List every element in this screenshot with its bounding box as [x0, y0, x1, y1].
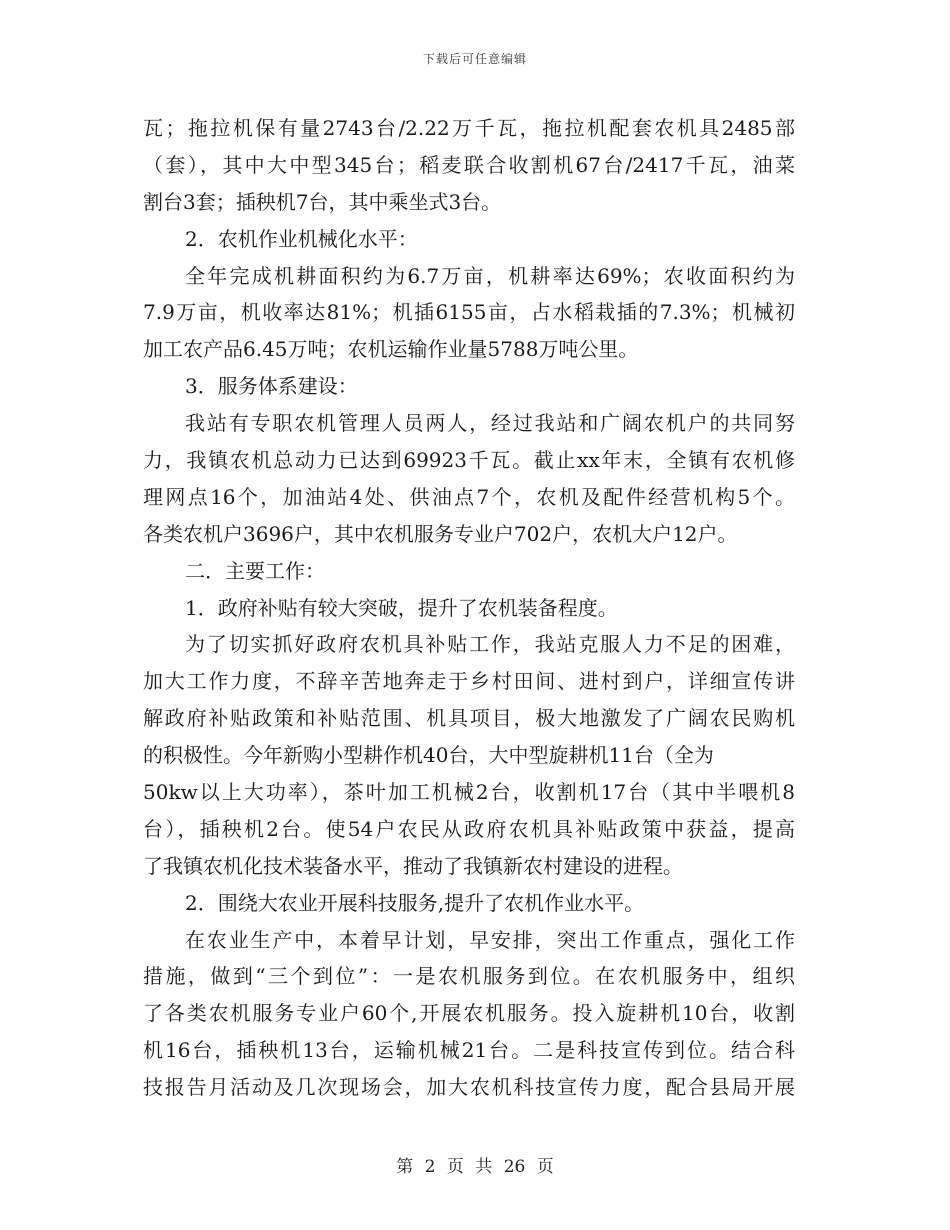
page-footer: 第 2 页 共 26 页: [396, 1157, 554, 1177]
text-line: 二．主要工作：: [185, 558, 325, 583]
document-body: [143, 110, 795, 1106]
text-line: 台），插秧机2台。使54户农民从政府农机具补贴政策中获益，提高: [143, 816, 795, 841]
text-line: 2．农机作业机械化水平：: [185, 226, 418, 251]
page-header: 下载后可任意编辑: [422, 52, 527, 66]
text-line: 机16台，插秧机13台，运输机械21台。二是科技宣传到位。结合科: [143, 1038, 795, 1063]
text-line: 措施，做到“三个到位”：一是农机服务到位。在农机服务中，组织: [143, 964, 795, 989]
text-line: 理网点16个，加油站4处、供油点7个，农机及配件经营机构5个。: [143, 484, 795, 509]
text-line: 在农业生产中，本着早计划，早安排，突出工作重点，强化工作: [185, 927, 795, 952]
text-line: 瓦；拖拉机保有量2743台/2.22万千瓦，拖拉机配套农机具2485部: [143, 116, 795, 140]
text-line: 了我镇农机化技术装备水平，推动了我镇新农村建设的进程。: [143, 853, 683, 878]
text-line: 全年完成机耕面积约为6.7万亩，机耕率达69%；农收面积约为: [185, 263, 795, 288]
text-line: 7.9万亩，机收率达81%；机插6155亩，占水稻栽插的7.3%；机械初: [143, 300, 795, 325]
text-line: 了各类农机服务专业户60个,开展农机服务。投入旋耕机10台，收割: [143, 1001, 795, 1026]
text-line: （套），其中大中型345台；稻麦联合收割机67台/2417千瓦，油菜: [143, 152, 795, 177]
text-line: 技报告月活动及几次现场会，加大农机科技宣传力度，配合县局开展: [143, 1075, 795, 1100]
text-line: 3．服务体系建设：: [185, 374, 358, 399]
text-line: 2．围绕大农业开展科技服务,提升了农机作业水平。: [185, 890, 645, 915]
text-line: 为了切实抓好政府农机具补贴工作，我站克服人力不足的困难，: [185, 632, 795, 657]
text-line: 50kw以上大功率），茶叶加工机械2台，收割机17台（其中半喂机8: [143, 780, 795, 805]
text-line: 加工农产品6.45万吨；农机运输作业量5788万吨公里。: [143, 337, 639, 362]
text-line: 解政府补贴政策和补贴范围、机具项目，极大地激发了广阔农民购机: [143, 706, 795, 731]
text-line: 1．政府补贴有较大突破，提升了农机装备程度。: [185, 595, 618, 620]
text-line: 加大工作力度，不辞辛苦地奔走于乡村田间、进村到户，详细宣传讲: [143, 669, 795, 694]
text-line: 各类农机户3696户，其中农机服务专业户702户，农机大户12户。: [143, 521, 738, 546]
text-line: 的积极性。今年新购小型耕作机40台，大中型旋耕机11台（全为: [143, 743, 714, 768]
text-line: 割台3套；插秧机7台，其中乘坐式3台。: [143, 189, 502, 214]
text-line: 力，我镇农机总动力已达到69923千瓦。截止xx年末，全镇有农机修: [143, 448, 795, 473]
text-line: 我站有专职农机管理人员两人，经过我站和广阔农机户的共同努: [185, 411, 795, 436]
